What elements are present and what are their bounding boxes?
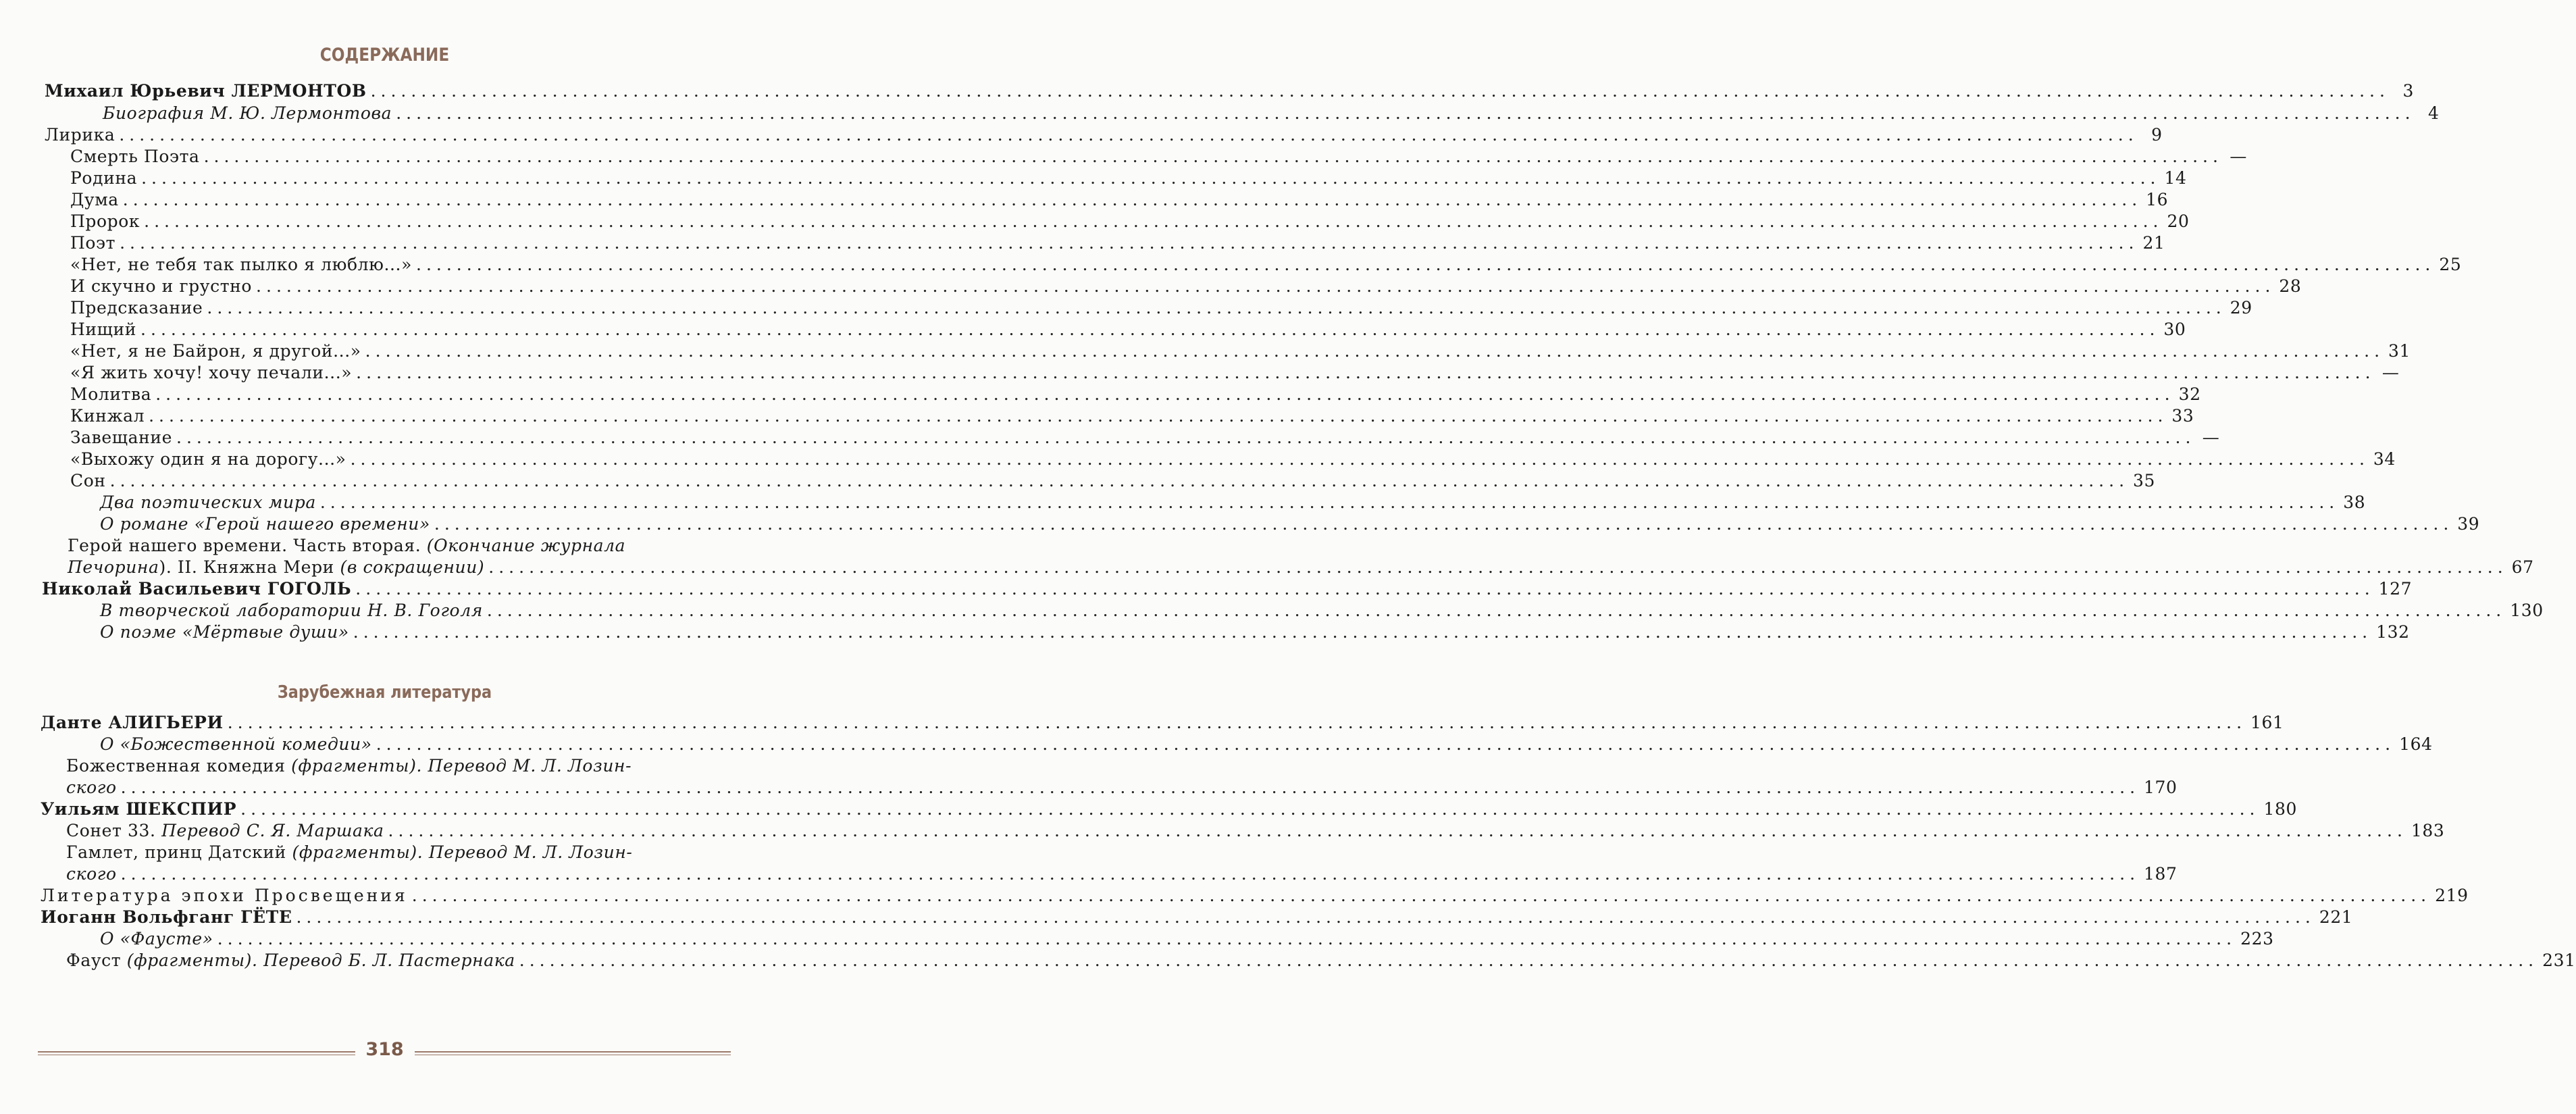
page-number: 318	[365, 1039, 404, 1060]
toc-entry-title	[41, 885, 408, 907]
toc-dot-leader: ........................................................................................................................................................................................................	[120, 864, 2140, 884]
toc-entry-title-part: «Нет, я не Байрон, я другой...»	[70, 341, 361, 361]
toc-page-number: 170	[2144, 778, 2178, 797]
toc-entry	[70, 189, 2169, 211]
toc-entry-title	[66, 863, 117, 885]
toc-entry	[70, 211, 2190, 232]
toc-page-number: 25	[2439, 255, 2462, 274]
toc-page-number: 231	[2542, 951, 2576, 970]
toc-entry-title	[70, 427, 172, 449]
toc-entry	[70, 384, 2201, 405]
toc-entry-title	[70, 189, 119, 211]
toc-page-number: 161	[2250, 713, 2284, 732]
toc-entry-title-part: Перевод С. Я. Маршака	[161, 821, 384, 840]
toc-entry	[70, 146, 2247, 168]
toc-entry	[103, 103, 2440, 124]
toc-entry-title	[70, 340, 361, 362]
toc-entry-title	[70, 168, 137, 189]
page-title: СОДЕРЖАНИЕ	[319, 45, 450, 66]
toc-entry-title	[66, 820, 384, 842]
toc-page-number: 219	[2435, 886, 2469, 905]
toc-dot-leader: ........................................................................................................................................................................................................	[109, 471, 2130, 490]
toc-page-number: 221	[2319, 907, 2353, 927]
toc-entry-title-part: И скучно и грустно	[70, 276, 253, 296]
toc-entry-title-part: О романе «Герой нашего времени»	[100, 514, 430, 534]
toc-dot-leader: ........................................................................................................................................................................................................	[370, 81, 2390, 101]
toc-entry-title-part: Уильям ШЕКСПИР	[41, 799, 237, 819]
toc-dot-leader: ........................................................................................................................................................................................................	[256, 276, 2275, 296]
toc-dot-leader: ........................................................................................................................................................................................................	[122, 190, 2142, 209]
toc-entry-title-part: ). II. Княжна Мери	[159, 557, 340, 577]
toc-entry	[100, 600, 2544, 622]
toc-entry-title-part: ского	[66, 778, 117, 797]
toc-dot-leader: ........................................................................................................................................................................................................	[207, 298, 2226, 318]
toc-entry-title	[70, 405, 145, 427]
toc-dot-leader: ........................................................................................................................................................................................................	[240, 799, 2260, 819]
toc-entry-title-part: Божественная комедия	[66, 756, 292, 776]
toc-entry-title	[45, 80, 367, 102]
toc-entry-title-part: Кинжал	[70, 406, 145, 426]
toc-entry-title	[100, 734, 372, 755]
toc-dot-leader: ........................................................................................................................................................................................................	[388, 821, 2407, 840]
toc-entry	[70, 319, 2186, 340]
toc-page-number: —	[2381, 363, 2400, 382]
toc-page-number: 16	[2146, 190, 2169, 209]
toc-entry-title-part: Литература эпохи Просвещения	[41, 886, 408, 905]
toc-entry-title	[100, 622, 349, 643]
toc-page-number: 38	[2343, 492, 2366, 512]
toc-dot-leader: ........................................................................................................................................................................................................	[141, 168, 2161, 188]
toc-entry-title-part: «Нет, не тебя так пылко я люблю...»	[70, 255, 412, 274]
toc-entry	[70, 362, 2400, 384]
toc-entry	[70, 470, 2156, 492]
toc-entry-title-part: (фрагменты). Перевод М. Л. Лозин-	[291, 756, 632, 776]
toc-entry-title-part: Пророк	[70, 211, 140, 231]
toc-entry-title	[100, 513, 430, 535]
toc-dot-leader: ........................................................................................................................................................................................................	[120, 778, 2140, 797]
toc-page-number: 223	[2240, 929, 2274, 948]
toc-dot-leader: ........................................................................................................................................................................................................	[120, 233, 2139, 253]
toc-entry-title-part: Дума	[70, 190, 119, 209]
toc-entry-title	[41, 907, 292, 928]
toc-entry	[100, 928, 2274, 950]
toc-entry	[100, 492, 2366, 513]
toc-entry	[41, 907, 2353, 928]
toc-entry	[66, 777, 2178, 799]
toc-dot-leader: ........................................................................................................................................................................................................	[217, 929, 2237, 948]
toc-page-number: 30	[2163, 320, 2186, 339]
toc-entry-title	[100, 492, 316, 513]
toc-entry	[70, 405, 2194, 427]
toc-entry-title-part: Смерть Поэта	[70, 147, 200, 166]
toc-entry-title	[45, 124, 115, 146]
toc-entry-title-part: Данте АЛИГЬЕРИ	[41, 713, 224, 732]
toc-entry-title	[70, 449, 346, 470]
toc-dot-leader: ........................................................................................................................................................................................................	[176, 428, 2196, 447]
toc-entry	[70, 254, 2462, 276]
toc-entry	[70, 449, 2396, 470]
toc-entry-title	[70, 470, 106, 492]
toc-entry	[41, 885, 2469, 907]
toc-entry	[70, 340, 2411, 362]
toc-page-number: 67	[2511, 557, 2534, 577]
toc-page-number: 187	[2144, 864, 2178, 884]
toc-entry-title-part: Лирика	[45, 125, 115, 145]
toc-entry	[68, 557, 2534, 578]
toc-page-number: 9	[2151, 125, 2163, 145]
toc-entry-title-part: О «Фаусте»	[100, 929, 213, 948]
toc-entry-title-part: (фрагменты). Перевод Б. Л. Пастернака	[126, 951, 515, 970]
toc-entry	[100, 513, 2480, 535]
toc-entry-title-part: Михаил Юрьевич ЛЕРМОНТОВ	[45, 81, 367, 101]
toc-entry-title-part: Фауст	[66, 951, 127, 970]
toc-page-number: 35	[2133, 471, 2156, 490]
toc-entry-title-part: Два поэтических мира	[100, 492, 316, 512]
toc-page-number: 39	[2457, 514, 2480, 534]
toc-entry-title-part: Сон	[70, 471, 106, 490]
toc-entry-title	[66, 842, 632, 862]
toc-dot-leader: ........................................................................................................................................................................................................	[350, 449, 2369, 469]
toc-dot-leader: ........................................................................................................................................................................................................	[356, 363, 2375, 382]
toc-entry-title	[42, 578, 351, 600]
toc-entry-title-part: Герой нашего времени. Часть вторая.	[68, 536, 427, 555]
toc-entry-title-part: Гамлет, принц Датский	[66, 842, 292, 862]
toc-entry-title-part: Николай Васильевич ГОГОЛЬ	[42, 579, 352, 599]
toc-dot-leader: ........................................................................................................................................................................................................	[486, 601, 2506, 620]
toc-entry-title	[68, 536, 625, 555]
toc-dot-leader: ........................................................................................................................................................................................................	[376, 734, 2396, 754]
toc-entry-title	[70, 276, 252, 297]
toc-entry-title-part: Родина	[70, 168, 138, 188]
toc-page-number: —	[2230, 147, 2247, 166]
toc-entry-title	[100, 928, 213, 950]
toc-entry	[68, 535, 727, 557]
toc-page-number: 183	[2411, 821, 2445, 840]
toc-entry-title-part: Поэт	[70, 233, 116, 253]
toc-page-number: 20	[2167, 211, 2190, 231]
toc-page-number: 33	[2171, 406, 2194, 426]
toc-entry-title-part: Завещание	[70, 428, 173, 447]
toc-page-number: 127	[2378, 579, 2413, 599]
toc-page-number: 21	[2142, 233, 2165, 253]
toc-page-number: 180	[2263, 799, 2298, 819]
section-heading: Зарубежная литература	[277, 682, 492, 703]
toc-entry-title-part: «Выхожу один я на дорогу...»	[70, 449, 346, 469]
toc-entry	[45, 80, 2414, 102]
toc-page-number: —	[2202, 428, 2220, 447]
toc-entry-title-part: Печорина	[68, 557, 159, 577]
toc-entry	[66, 863, 2178, 885]
toc-entry-title-part: (Окончание журнала	[426, 536, 626, 555]
toc-entry-title-part: О «Божественной комедии»	[100, 734, 372, 754]
toc-entry-title-part: О поэме «Мёртвые души»	[100, 622, 349, 642]
toc-entry	[45, 124, 2163, 146]
toc-entry	[70, 276, 2302, 297]
toc-entry-title	[70, 297, 203, 319]
toc-entry-title	[70, 211, 140, 232]
toc-entry-title-part: Нищий	[70, 320, 137, 339]
toc-entry-title-part: Иоганн Вольфганг ГЁТЕ	[41, 907, 292, 927]
toc-entry-title-part: «Я жить хочу! хочу печали...»	[70, 363, 353, 382]
toc-entry-title	[70, 146, 200, 168]
toc-dot-leader: ........................................................................................................................................................................................................	[355, 579, 2375, 599]
toc-entry-title	[68, 557, 484, 578]
toc-entry-title	[66, 950, 515, 971]
toc-dot-leader: ........................................................................................................................................................................................................	[365, 341, 2385, 361]
toc-entry-title	[70, 232, 115, 254]
toc-dot-leader: ........................................................................................................................................................................................................	[144, 211, 2163, 231]
toc-entry	[66, 820, 2445, 842]
toc-entry	[70, 427, 2220, 449]
toc-entry	[41, 799, 2298, 820]
toc-entry-title	[41, 799, 236, 820]
toc-page-number: 14	[2164, 168, 2187, 188]
toc-entry	[66, 755, 727, 777]
toc-entry	[100, 734, 2433, 755]
toc-entry-title	[70, 362, 352, 384]
toc-entry-title	[66, 777, 117, 799]
toc-entry	[41, 712, 2284, 734]
toc-entry	[70, 297, 2252, 319]
toc-dot-leader: ........................................................................................................................................................................................................	[140, 320, 2160, 339]
toc-dot-leader: ........................................................................................................................................................................................................	[149, 406, 2168, 426]
toc-dot-leader: ........................................................................................................................................................................................................	[227, 713, 2247, 732]
toc-dot-leader: ........................................................................................................................................................................................................	[434, 514, 2454, 534]
toc-page-number: 34	[2373, 449, 2396, 469]
toc-entry-title	[41, 712, 224, 734]
toc-entry-title-part: (фрагменты). Перевод М. Л. Лозин-	[292, 842, 633, 862]
toc-entry-title-part: Предсказание	[70, 298, 203, 318]
toc-page-number: 29	[2230, 298, 2252, 318]
toc-entry	[70, 232, 2165, 254]
toc-entry-title	[66, 756, 632, 776]
toc-page-number: 28	[2279, 276, 2302, 296]
toc-dot-leader: ........................................................................................................................................................................................................	[353, 622, 2373, 642]
toc-dot-leader: ........................................................................................................................................................................................................	[519, 951, 2539, 970]
toc-page-number: 31	[2388, 341, 2411, 361]
toc-dot-leader: ........................................................................................................................................................................................................	[119, 125, 2138, 145]
toc-entry-title-part: В творческой лаборатории Н. В. Гоголя	[100, 601, 483, 620]
toc-dot-leader: ........................................................................................................................................................................................................	[488, 557, 2508, 577]
toc-entry-title-part: Молитва	[70, 384, 152, 404]
toc-entry-title	[100, 600, 483, 622]
toc-page-number: 3	[2402, 81, 2414, 101]
toc-dot-leader: ........................................................................................................................................................................................................	[319, 492, 2340, 512]
toc-page-number: 164	[2399, 734, 2433, 754]
toc-entry	[42, 578, 2413, 600]
toc-dot-leader: ........................................................................................................................................................................................................	[155, 384, 2175, 404]
toc-dot-leader: ........................................................................................................................................................................................................	[396, 103, 2415, 123]
toc-entry-title	[70, 319, 136, 340]
toc-entry-title-part: ского	[66, 864, 117, 884]
toc-entry-title	[70, 384, 151, 405]
toc-dot-leader: ........................................................................................................................................................................................................	[203, 147, 2223, 166]
toc-entry	[66, 950, 2576, 971]
toc-entry-title	[70, 254, 412, 276]
toc-page-number: 132	[2376, 622, 2410, 642]
toc-entry-title-part: (в сокращении)	[340, 557, 485, 577]
toc-entry-title-part: Биография М. Ю. Лермонтова	[103, 103, 392, 123]
toc-dot-leader: ........................................................................................................................................................................................................	[296, 907, 2315, 927]
toc-page-number: 32	[2178, 384, 2201, 404]
toc-page-number: 130	[2510, 601, 2544, 620]
toc-dot-leader: ........................................................................................................................................................................................................	[411, 886, 2431, 905]
toc-entry-title	[103, 103, 392, 124]
toc-dot-leader: ........................................................................................................................................................................................................	[416, 255, 2436, 274]
toc-entry-title-part: Сонет 33.	[66, 821, 162, 840]
toc-page-number: 4	[2428, 103, 2440, 123]
toc-entry	[100, 622, 2410, 643]
toc-entry	[66, 842, 727, 863]
toc-entry	[70, 168, 2187, 189]
